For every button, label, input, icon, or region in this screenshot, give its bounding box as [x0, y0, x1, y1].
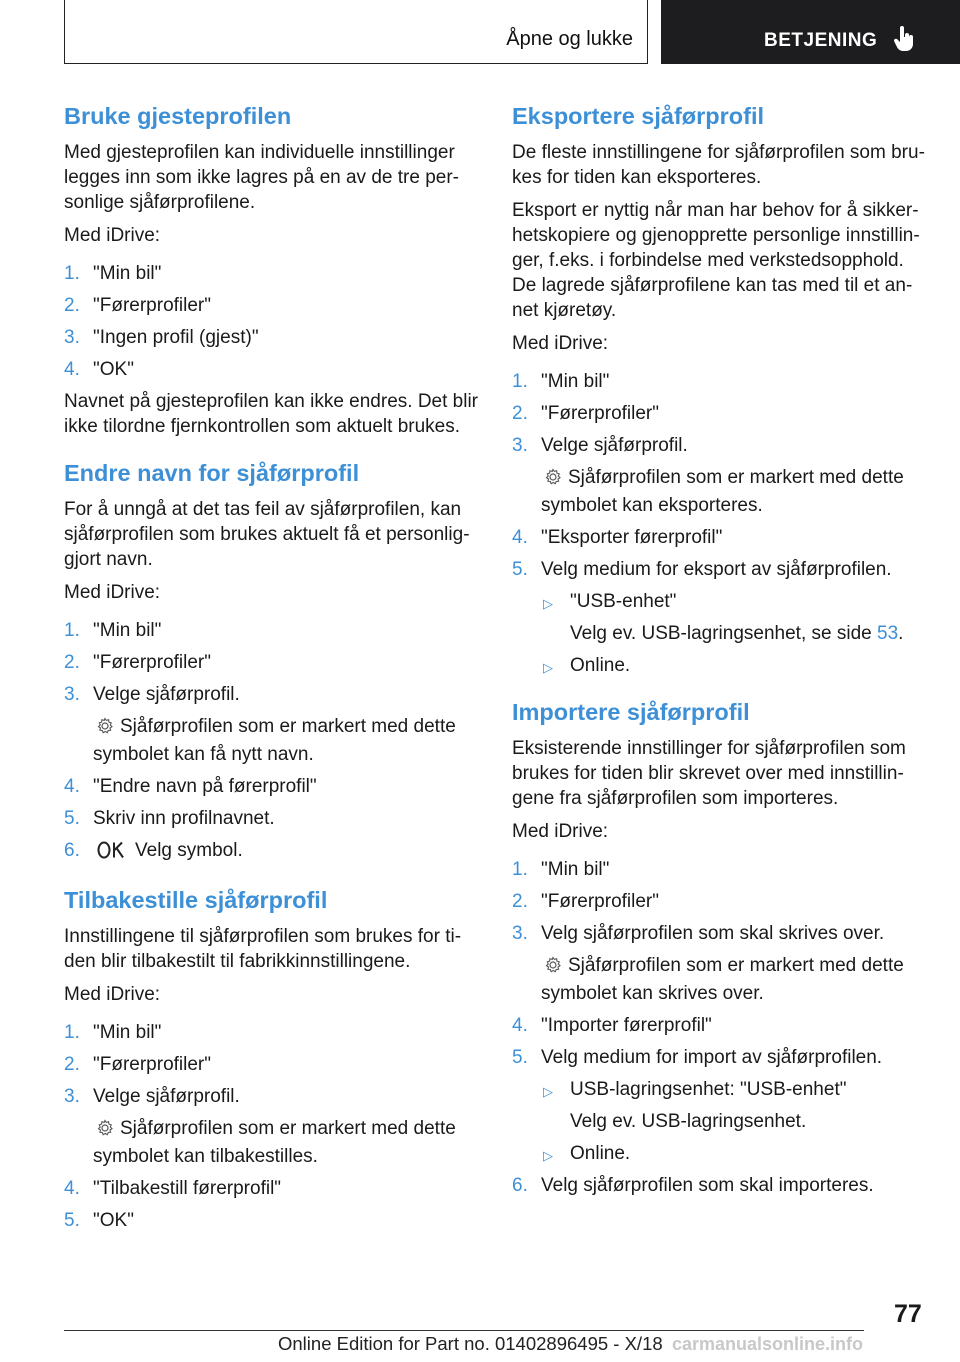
step-number: 1. — [64, 1022, 80, 1043]
note-text: Sjåførprofilen som er markert med dette symbolet kan tilbakestilles. — [93, 1118, 456, 1167]
step-number: 1. — [512, 859, 528, 880]
step-number: 4. — [64, 1178, 80, 1199]
section-title-rename-profile: Endre navn for sjåførprofil — [64, 460, 360, 486]
steps-list — [64, 1020, 480, 1233]
step-number: 2. — [64, 1054, 80, 1075]
list-item — [64, 1176, 480, 1201]
section-title-reset-profile: Tilbakestille sjåførprofil — [64, 887, 328, 913]
gear-icon — [96, 1119, 114, 1144]
header-section-title: Åpne og lukke — [506, 28, 633, 50]
list-item — [64, 1052, 480, 1077]
step-note — [93, 714, 480, 767]
step-note — [93, 1116, 480, 1169]
list-item — [64, 293, 480, 318]
step-text: "Ingen profil (gjest)" — [93, 327, 259, 348]
option-note: Velg ev. USB-lagringsenhet, se side 53. — [570, 623, 904, 644]
list-item — [64, 618, 480, 643]
step-number: 4. — [512, 527, 528, 548]
paragraph: For å unngå at det tas feil av sjåførprofilen, kan sjåførprofilen som brukes aktuelt få et personliggjort navn. — [64, 499, 470, 570]
option-item — [541, 653, 928, 678]
step-text: "Tilbakestill førerprofil" — [93, 1178, 282, 1199]
option-item — [541, 589, 928, 646]
step-text: "Min bil" — [541, 371, 610, 392]
step-text: "Importer førerprofil" — [541, 1015, 712, 1036]
step-number: 1. — [64, 263, 80, 284]
triangle-bullet-icon: ▷ — [543, 596, 553, 611]
option-note — [570, 1109, 928, 1134]
step-number: 5. — [64, 808, 80, 829]
option-note-text: Velg ev. USB-lagringsenhet, se side — [570, 623, 872, 644]
list-item — [64, 806, 480, 831]
list-item — [64, 1020, 480, 1045]
step-number: 5. — [64, 1210, 80, 1231]
list-item — [64, 1208, 480, 1233]
step-text: "Min bil" — [93, 263, 162, 284]
page-number: 77 — [894, 1300, 922, 1328]
step-text: "Eksporter førerprofil" — [541, 527, 723, 548]
step-text: "OK" — [93, 1210, 134, 1231]
step-number: 1. — [64, 620, 80, 641]
step-text: Skriv inn profilnavnet. — [93, 808, 275, 829]
step-number: 2. — [64, 295, 80, 316]
list-item — [512, 1045, 928, 1166]
step-text: "Endre navn på førerprofil" — [93, 776, 317, 797]
step-text: "Min bil" — [93, 1022, 162, 1043]
section-title-import-profile: Importere sjåførprofil — [512, 699, 750, 725]
step-number: 1. — [512, 371, 528, 392]
triangle-bullet-icon: ▷ — [543, 1148, 553, 1163]
left-column — [64, 100, 480, 1240]
list-item — [512, 1013, 928, 1038]
step-number: 3. — [512, 435, 528, 456]
step-text: "OK" — [93, 359, 134, 380]
step-note — [541, 953, 928, 1006]
step-text: "Min bil" — [541, 859, 610, 880]
triangle-bullet-icon: ▷ — [543, 1084, 553, 1099]
list-item — [64, 325, 480, 350]
paragraph: De fleste innstillingene for sjåførprofilen som brukes for tiden kan eksporteres. — [512, 142, 925, 188]
step-text: Velg medium for import av sjåførprofilen. — [541, 1047, 883, 1068]
right-column — [512, 100, 928, 1205]
option-text: "USB-enhet" — [570, 591, 677, 612]
option-text: Online. — [570, 655, 631, 676]
list-item — [64, 838, 480, 866]
option-item — [541, 1077, 928, 1134]
step-text: "Førerprofiler" — [93, 295, 211, 316]
note-text: Sjåførprofilen som er markert med dette symbolet kan få nytt navn. — [93, 716, 456, 765]
option-list — [541, 1077, 928, 1166]
option-list — [541, 589, 928, 678]
list-item — [64, 650, 480, 675]
step-number: 2. — [512, 891, 528, 912]
step-number: 2. — [64, 652, 80, 673]
step-text: "Førerprofiler" — [93, 1054, 211, 1075]
list-item — [64, 261, 480, 286]
step-text: "Førerprofiler" — [541, 403, 659, 424]
footer-edition: Online Edition for Part no. 01402896495 - X/18 — [278, 1333, 663, 1354]
gear-icon — [96, 717, 114, 742]
gear-icon — [544, 468, 562, 493]
list-item — [512, 557, 928, 678]
list-item — [64, 682, 480, 767]
step-text: Velg sjåførprofilen som skal importeres. — [541, 1175, 874, 1196]
header-chapter-tab — [661, 0, 960, 64]
step-text: Velg medium for eksport av sjåførprofilen. — [541, 559, 892, 580]
paragraph: Eksport er nyttig når man har behov for å sikkerhetskopiere og gjenopprette personlige innstillinger, f.eks. i forbindelse med verkstedsopphold. De lagrede sjåførprofilene kan tas med til et annet kjøretøy. — [512, 200, 920, 321]
steps-list — [64, 618, 480, 866]
paragraph: Innstillingene til sjåførprofilen som brukes for tiden blir tilbakestilt til fabrikkinnstillingene. — [64, 926, 462, 972]
footer-divider — [64, 1330, 864, 1331]
step-text: Velg symbol. — [135, 840, 243, 861]
paragraph: Eksisterende innstillinger for sjåførprofilen som brukes for tiden blir skrevet over med innstillingene fra sjåførprofilen som importeres. — [512, 738, 906, 809]
list-item — [512, 857, 928, 882]
hand-pointer-icon — [893, 26, 915, 57]
list-item — [64, 774, 480, 799]
steps-list — [64, 261, 480, 382]
step-number: 2. — [512, 403, 528, 424]
list-item — [512, 525, 928, 550]
step-number: 6. — [512, 1175, 528, 1196]
paragraph: Med iDrive: — [64, 582, 161, 603]
paragraph: Med iDrive: — [64, 225, 161, 246]
step-number: 3. — [64, 327, 80, 348]
note-text: Sjåførprofilen som er markert med dette symbolet kan eksporteres. — [541, 467, 904, 516]
step-number: 4. — [512, 1015, 528, 1036]
steps-list — [512, 857, 928, 1198]
list-item — [512, 921, 928, 1006]
list-item — [512, 433, 928, 518]
step-number: 3. — [512, 923, 528, 944]
list-item — [512, 401, 928, 426]
header-chapter-title: BETJENING — [764, 30, 878, 51]
step-number: 5. — [512, 1047, 528, 1068]
list-item — [512, 1173, 928, 1198]
step-number: 4. — [64, 776, 80, 797]
step-text: Velge sjåførprofil. — [541, 435, 688, 456]
list-item — [64, 1084, 480, 1169]
option-text: USB-lagringsenhet: "USB-enhet" — [570, 1079, 847, 1100]
gear-icon — [544, 956, 562, 981]
step-text: Velge sjåførprofil. — [93, 684, 240, 705]
paragraph: Navnet på gjesteprofilen kan ikke endres. Det blir ikke tilordne fjernkontrollen som aktuelt brukes. — [64, 391, 479, 437]
step-text: "Min bil" — [93, 620, 162, 641]
list-item — [512, 889, 928, 914]
step-number: 6. — [64, 840, 80, 861]
list-item — [512, 369, 928, 394]
step-number: 3. — [64, 684, 80, 705]
section-title-guest-profile: Bruke gjesteprofilen — [64, 103, 292, 129]
paragraph: Med iDrive: — [512, 333, 609, 354]
step-note — [541, 465, 928, 518]
step-text: Velge sjåførprofil. — [93, 1086, 240, 1107]
header-section-box — [64, 0, 648, 64]
option-note-text: Velg ev. USB-lagringsenhet. — [570, 1111, 807, 1132]
option-item — [541, 1141, 928, 1166]
option-text: Online. — [570, 1143, 631, 1164]
step-text: Velg sjåførprofilen som skal skrives over. — [541, 923, 885, 944]
step-text: "Førerprofiler" — [541, 891, 659, 912]
note-text: Sjåførprofilen som er markert med dette symbolet kan skrives over. — [541, 955, 904, 1004]
step-number: 4. — [64, 359, 80, 380]
steps-list — [512, 369, 928, 678]
triangle-bullet-icon: ▷ — [543, 660, 553, 675]
paragraph: Med iDrive: — [64, 984, 161, 1005]
section-title-export-profile: Eksportere sjåførprofil — [512, 103, 765, 129]
ok-icon — [97, 841, 127, 866]
page-link[interactable]: 53 — [877, 623, 899, 644]
step-number: 3. — [64, 1086, 80, 1107]
step-number: 5. — [512, 559, 528, 580]
watermark: carmanualsonline.info — [672, 1334, 864, 1354]
step-text: "Førerprofiler" — [93, 652, 211, 673]
list-item — [64, 357, 480, 382]
paragraph: Med iDrive: — [512, 821, 609, 842]
paragraph: Med gjesteprofilen kan individuelle innstillinger legges inn som ikke lagres på en av de tre personlige sjåførprofilene. — [64, 142, 459, 213]
